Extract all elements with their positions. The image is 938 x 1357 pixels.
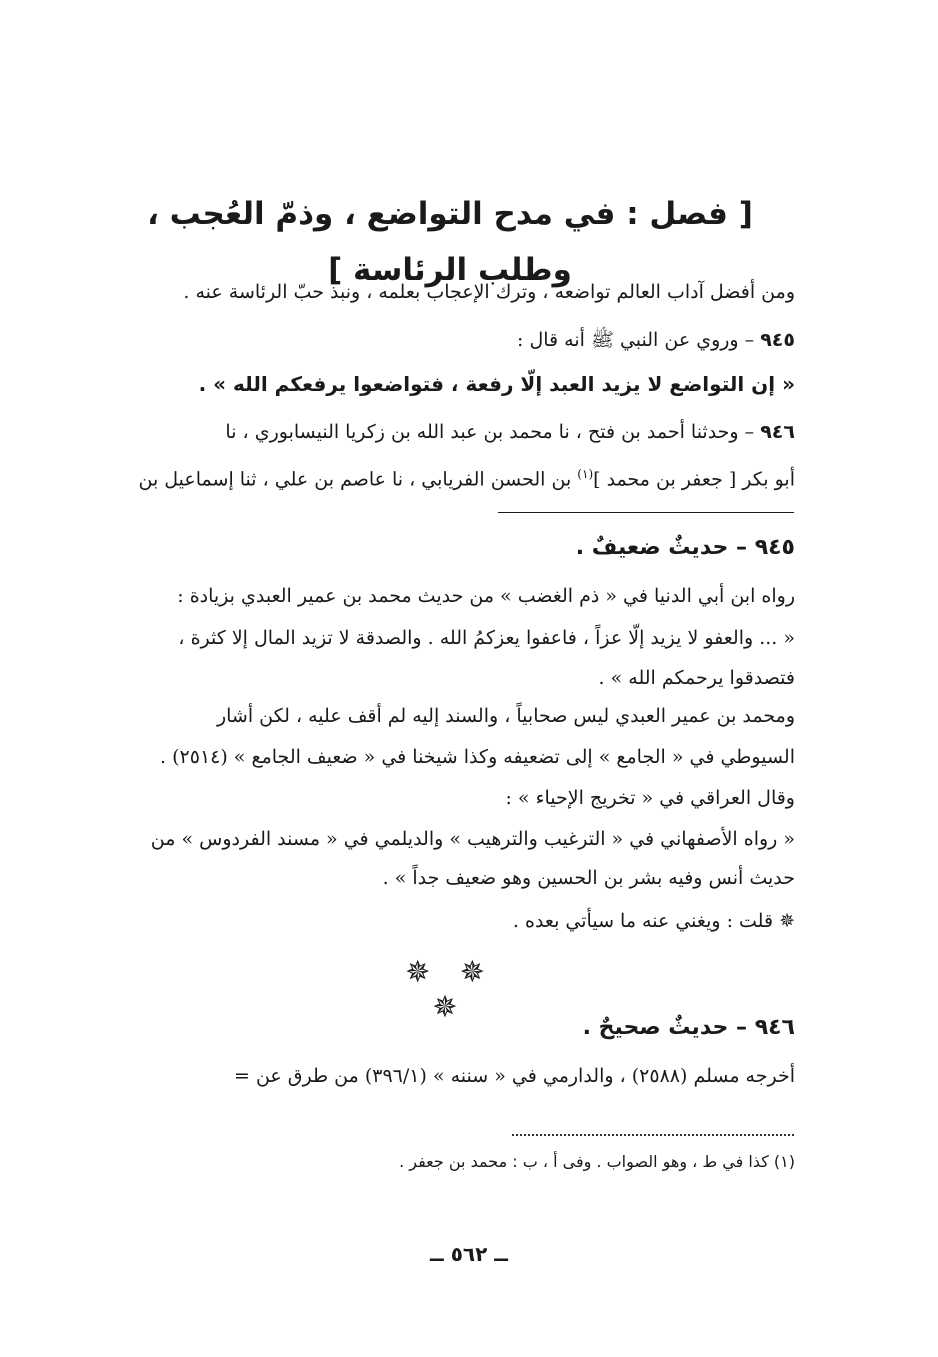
hadith-945-number: ٩٤٥ — [760, 329, 795, 351]
hadith-946-number: ٩٤٦ — [760, 421, 795, 443]
section-divider-stars: ✵ ✵ ✵ — [405, 955, 495, 1025]
comment-945-p4-l2: حديث أنس وفيه بشر بن الحسين وهو ضعيف جداً » . — [382, 867, 795, 889]
hadith-945-intro — [517, 328, 795, 356]
hadith-946-text: – وحدثنا أحمد بن فتح ، نا محمد بن عبد الله بن زكريا النيسابوري ، نا — [225, 421, 755, 443]
comment-945-p4-l1: « رواه الأصفهاني في « الترغيب والترهيب » والديلمي في « مسند الفردوس » من — [150, 828, 795, 850]
comment-945-note: ✵ قلت : ويغني عنه ما سيأتي بعده . — [512, 910, 795, 932]
comment-945-p2-l1: ومحمد بن عمير العبدي ليس صحابياً ، والسند إليه لم أقف عليه ، لكن أشار — [216, 705, 795, 727]
hadith-946-line1 — [225, 421, 795, 443]
intro-line: ومن أفضل آداب العالم تواضعه ، وترك الإعجاب بعلمه ، ونبذ حبّ الرئاسة عنه . — [183, 281, 795, 303]
main-text-separator — [498, 512, 794, 513]
footnote-marker: (١) — [577, 467, 594, 481]
hadith-946-line2-b: بن الحسن الفريابي ، نا عاصم بن علي ، ثنا إسماعيل بن — [138, 468, 578, 491]
comment-945-heading: ٩٤٥ – حديثٌ ضعيفٌ . — [575, 535, 795, 560]
comment-946-p1: أخرجه مسلم (٢٥٨٨) ، والدارمي في « سننه » (٣٩٦/١) من طرق عن = — [233, 1065, 795, 1087]
comment-946-heading: ٩٤٦ – حديثٌ صحيحٌ . — [582, 1015, 795, 1040]
comment-945-p1-l2: « ... والعفو لا يزيد إلّا عزاً ، فاعفوا يعزكمُ الله . والصدقة لا تزيد المال إلا كثرة ، — [178, 627, 795, 649]
footnote-separator — [512, 1134, 794, 1136]
comment-945-p2-l2: السيوطي في « الجامع » إلى تضعيفه وكذا شيخنا في « ضعيف الجامع » (٢٥١٤) . — [160, 746, 795, 768]
comment-945-p1-l1: رواه ابن أبي الدنيا في « ذم الغضب » من حديث محمد بن عمير العبدي بزيادة : — [177, 585, 795, 607]
hadith-946-line2 — [139, 467, 796, 490]
section-title: [ فصل : في مدح التواضع ، وذمّ العُجب ، وطلب الرئاسة ] — [147, 196, 753, 288]
hadith-945-text: – وروي عن النبي ﷺ أنه قال : — [517, 329, 755, 351]
page-number: ــ ٥٦٢ ــ — [430, 1242, 508, 1266]
hadith-946-line2-a: أبو بكر [ جعفر بن محمد ] — [593, 468, 795, 491]
hadith-945-quote: « إن التواضع لا يزيد العبد إلّا رفعة ، فتواضعوا يرفعكم الله » . — [198, 372, 795, 396]
comment-945-p3: وقال العراقي في « تخريج الإحياء » : — [505, 787, 795, 809]
footnote: (١) كذا في ط ، وهو الصواب . وفى أ ، ب : محمد بن جعفر . — [399, 1152, 795, 1171]
comment-945-p1-l3: فتصدقوا يرحمكم الله » . — [598, 667, 795, 689]
